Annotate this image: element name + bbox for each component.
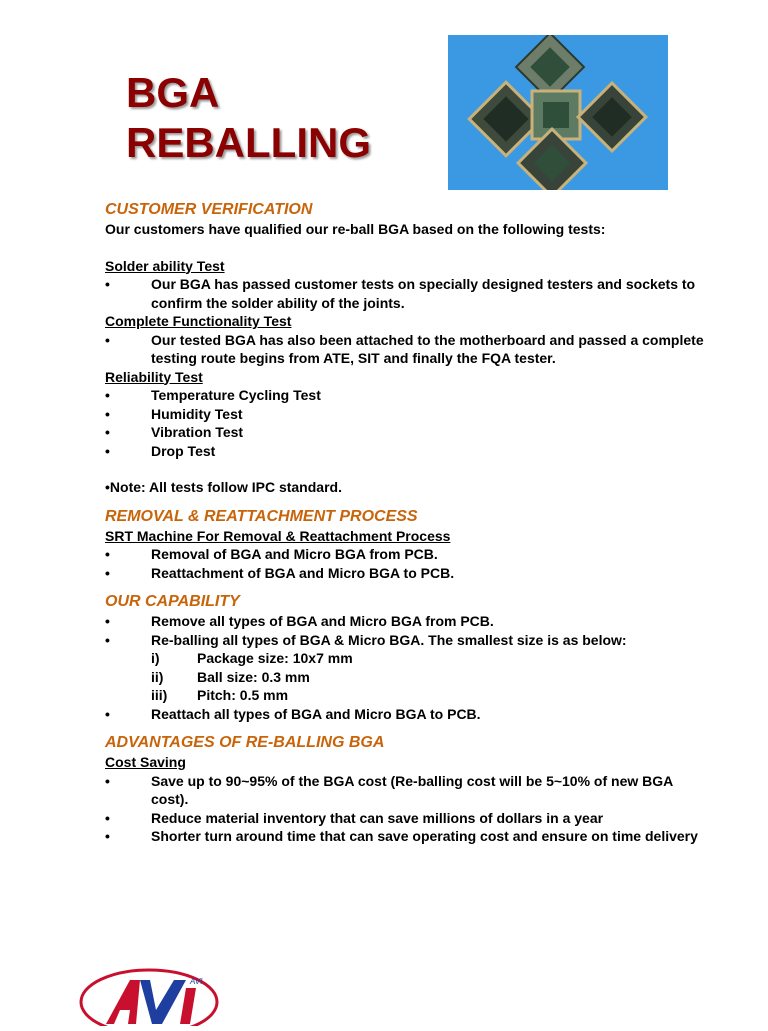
avi-logo-icon: [78, 966, 220, 1026]
list-item-text: Re-balling all types of BGA & Micro BGA. The smallest size is as below:: [151, 631, 627, 648]
removal-list: [105, 545, 705, 582]
list-item: • Shorter turn around time that can save operating cost and ensure on time delivery: [105, 827, 705, 846]
avi-logo: [78, 966, 220, 1026]
logo-text: AVI: [190, 977, 203, 986]
removal-heading: REMOVAL & REATTACHMENT PROCESS: [105, 507, 418, 525]
advantages-heading: ADVANTAGES OF RE-BALLING BGA: [105, 734, 385, 751]
customer-verification-heading: CUSTOMER VERIFICATION: [105, 201, 313, 218]
reliability-label: Reliability Test: [105, 368, 203, 385]
list-item: [105, 631, 705, 705]
title-line-2: REBALLING: [126, 119, 371, 166]
list-item: • Drop Test: [105, 442, 705, 461]
note-text: •Note: All tests follow IPC standard.: [105, 479, 342, 495]
list-item: • Reattachment of BGA and Micro BGA to PCB.: [105, 564, 705, 583]
bga-chips-photo: [448, 35, 668, 190]
bga-chips-image: [448, 35, 668, 190]
capability-list: [105, 612, 705, 723]
customer-intro: Our customers have qualified our re-ball BGA based on the following tests:: [105, 221, 606, 237]
cost-saving-label: Cost Saving: [105, 754, 186, 770]
list-item: • Our tested BGA has also been attached to the motherboard and passed a complete testing route begins from ATE, SIT and finally the FQA tester.: [105, 331, 705, 368]
list-item: • Removal of BGA and Micro BGA from PCB.: [105, 545, 705, 564]
functionality-list: [105, 331, 705, 368]
reliability-list: [105, 386, 705, 460]
sublist-item: ii) Ball size: 0.3 mm: [151, 668, 310, 685]
solder-ability-label: Solder ability Test: [105, 257, 225, 274]
sublist-item: i) Package size: 10x7 mm: [151, 650, 353, 666]
document-body: [105, 200, 705, 846]
list-item: • Remove all types of BGA and Micro BGA from PCB.: [105, 612, 705, 631]
capability-heading: OUR CAPABILITY: [105, 593, 240, 610]
page-title: [126, 68, 371, 168]
solder-ability-list: [105, 275, 705, 312]
list-item: • Temperature Cycling Test: [105, 386, 705, 405]
functionality-label: Complete Functionality Test: [105, 313, 292, 329]
list-item: • Reattach all types of BGA and Micro BGA to PCB.: [105, 705, 705, 724]
list-item: • Our BGA has passed customer tests on specially designed testers and sockets to confirm the solder ability of the joints.: [105, 275, 705, 312]
title-line-1: BGA: [126, 69, 220, 116]
list-item: • Humidity Test: [105, 405, 705, 424]
list-item: • Reduce material inventory that can save millions of dollars in a year: [105, 809, 705, 828]
list-item: • Save up to 90~95% of the BGA cost (Re-balling cost will be 5~10% of new BGA cost).: [105, 772, 705, 809]
advantages-list: [105, 772, 705, 846]
srt-machine-label: SRT Machine For Removal & Reattachment Process: [105, 527, 451, 544]
list-item: • Vibration Test: [105, 423, 705, 442]
sublist-item: iii) Pitch: 0.5 mm: [151, 687, 289, 703]
size-sublist: [151, 649, 705, 705]
